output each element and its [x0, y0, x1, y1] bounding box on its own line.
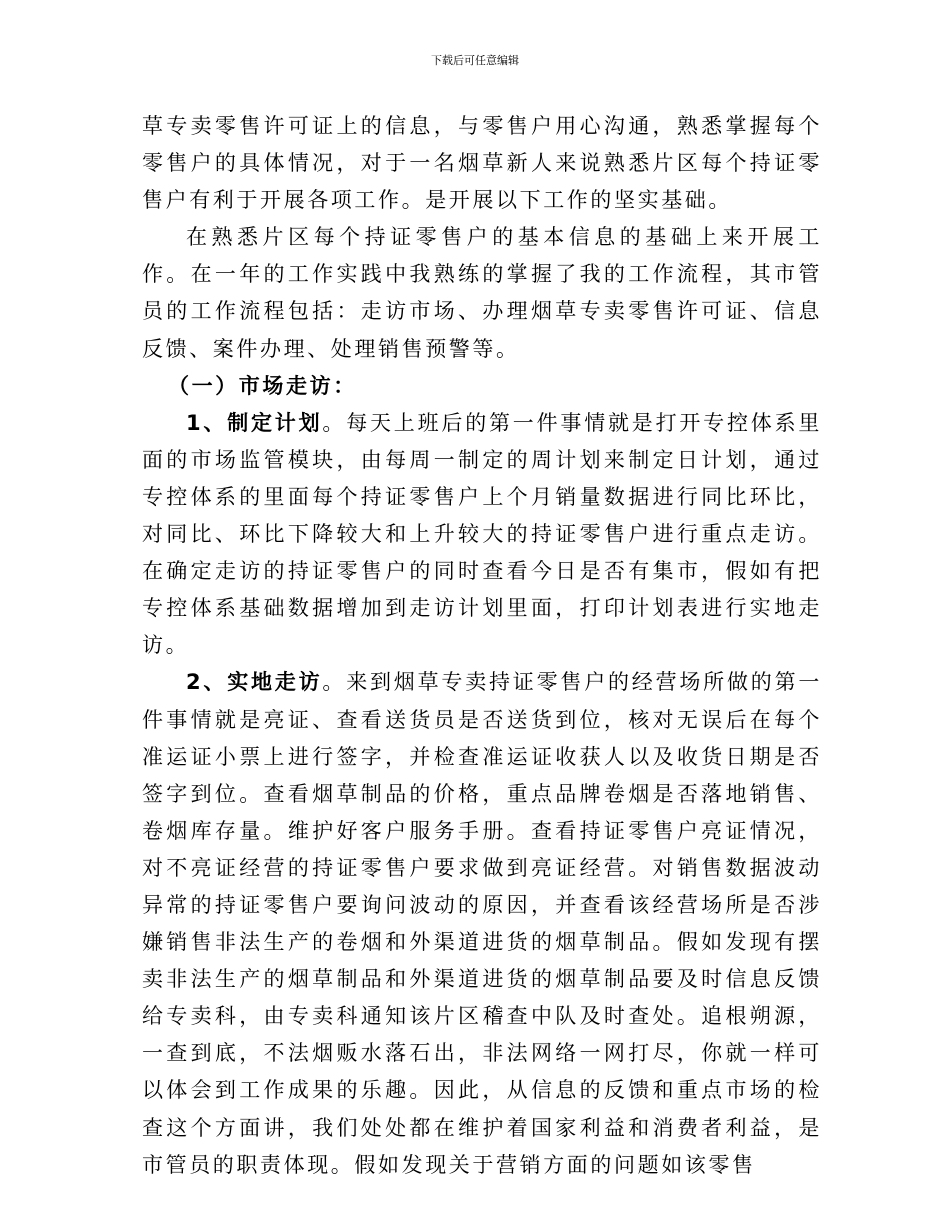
paragraph-workflow: 在熟悉片区每个持证零售户的基本信息的基础上来开展工作。在一年的工作实践中我熟练的掌握了我的工作流程，其市管员的工作流程包括：走访市场、办理烟草专卖零售许可证、信息反馈、案件办理、处理销售预警等。	[142, 225, 822, 361]
page-header-note: 下载后可任意编辑	[431, 54, 519, 67]
paragraph-item-field-visit	[142, 664, 822, 1183]
item-plan-body: 。每天上班后的第一件事情就是打开专控体系里面的市场监管模块，由每周一制定的周计划来制定日计划，通过专控体系的里面每个持证零售户上个月销量数据进行同比环比，对同比、环比下降较大和上升较大的持证零售户进行重点走访。在确定走访的持证零售户的同时查看今日是否有集市，假如有把专控体系基础数据增加到走访计划里面，打印计划表进行实地走访。	[142, 410, 822, 658]
item-field-visit-body: 。来到烟草专卖持证零售户的经营场所做的第一件事情就是亮证、查看送货员是否送货到位，核对无误后在每个准运证小票上进行签字，并检查准运证收获人以及收货日期是否签字到位。查看烟草制品的价格，重点品牌卷烟是否落地销售、卷烟库存量。维护好客户服务手册。查看持证零售户亮证情况，对不亮证经营的持证零售户要求做到亮证经营。对销售数据波动异常的持证零售户要询问波动的原因，并查看该经营场所是否涉嫌销售非法生产的卷烟和外渠道进货的烟草制品。假如发现有摆卖非法生产的烟草制品和外渠道进货的烟草制品要及时信息反馈给专卖科，由专卖科通知该片区稽查中队及时查处。追根朔源，一查到底，不法烟贩水落石出，非法网络一网打尽，你就一样可以体会到工作成果的乐趣。因此，从信息的反馈和重点市场的检查这个方面讲，我们处处都在维护着国家利益和消费者利益，是市管员的职责体现。假如发现关于营销方面的问题如该零售	[142, 670, 822, 1177]
paragraph-item-plan	[142, 405, 822, 665]
section-heading-market-visit: （一）市场走访：	[168, 373, 357, 398]
document-body	[142, 108, 822, 1184]
item-plan-lead: 1、制定计划	[186, 410, 323, 435]
paragraph-continuation: 草专卖零售许可证上的信息，与零售户用心沟通，熟悉掌握每个零售户的具体情况，对于一名烟草新人来说熟悉片区每个持证零售户有利于开展各项工作。是开展以下工作的坚实基础。	[142, 114, 822, 213]
item-field-visit-lead: 2、实地走访	[186, 670, 323, 695]
